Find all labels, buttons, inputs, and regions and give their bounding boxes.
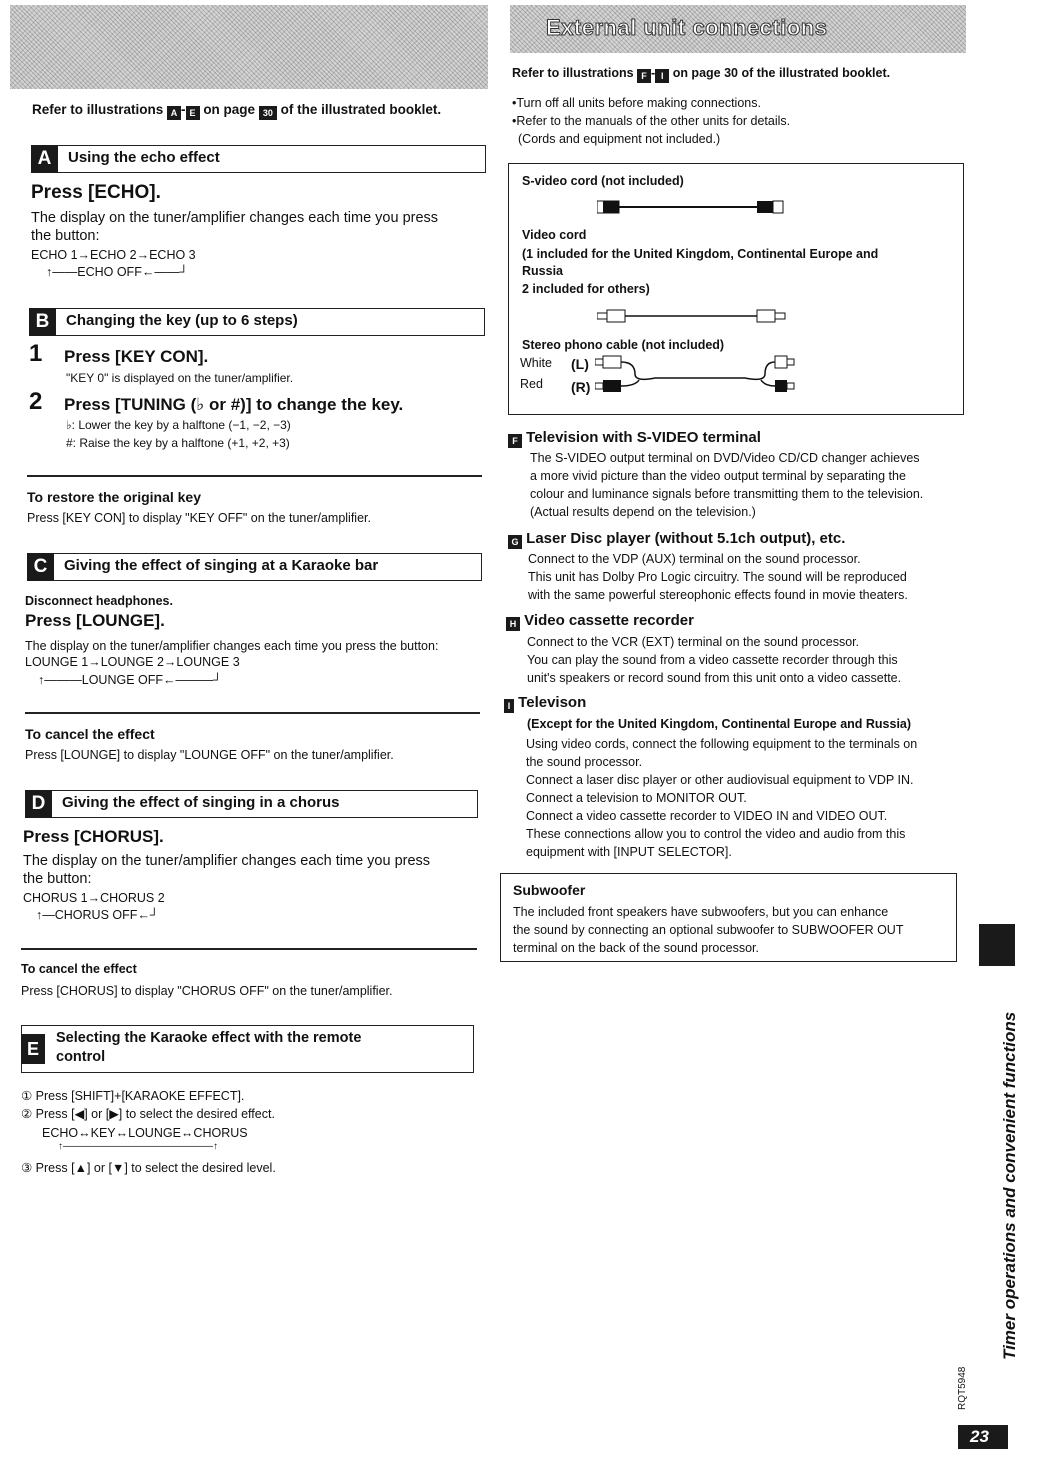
section-a-title: Using the echo effect	[68, 149, 220, 166]
cables-box	[508, 163, 964, 415]
tag-i-icon: I	[504, 699, 514, 713]
section-d-header: D Giving the effect of singing in a chorus	[25, 790, 478, 818]
side-section-label: Timer operations and convenient functions	[1000, 1011, 1019, 1360]
lounge-cycle-1: LOUNGE 1→LOUNGE 2→LOUNGE 3	[25, 655, 240, 669]
chorus-desc-2: the button:	[23, 871, 92, 887]
svideo-cord-icon	[597, 198, 787, 216]
section-a-header: A Using the echo effect	[31, 145, 486, 173]
right-channel-label: (R)	[571, 379, 591, 395]
remote-cycle-1: ECHO↔KEY↔LOUNGE↔CHORUS	[42, 1126, 248, 1140]
press-echo: Press [ECHO].	[31, 182, 161, 203]
flat-line: ♭: Lower the key by a halftone (−1, −2, −3)	[66, 418, 291, 432]
section-g-body: Connect to the VDP (AUX) terminal on the sound processor. This unit has Dolby Pro Logic circuitry. The sound will be reproduced with the same powerful stereophonic effects found in movie theaters.	[528, 552, 908, 602]
chorus-cancel-text: Press [CHORUS] to display "CHORUS OFF" on the tuner/amplifier.	[21, 984, 393, 998]
divider-c	[25, 712, 480, 714]
range-icon-i: I	[655, 69, 669, 83]
restore-text: Press [KEY CON] to display "KEY OFF" on the tuner/amplifier.	[27, 511, 371, 525]
tag-g-icon: G	[508, 535, 522, 549]
step-1-number: 1	[29, 340, 43, 367]
stereo-phono-cable-icon	[595, 354, 795, 398]
restore-title: To restore the original key	[27, 489, 202, 505]
page-number: 23	[958, 1425, 1008, 1449]
lounge-cancel-text: Press [LOUNGE] to display "LOUNGE OFF" on the tuner/amplifier.	[25, 748, 394, 762]
section-f-heading: F Television with S-VIDEO terminal	[508, 429, 761, 448]
section-f-body: The S-VIDEO output terminal on DVD/Video CD/CD changer achieves a more vivid picture than the video output terminal by separating the colour and luminance signals before transmitting them to the television. (Actual results depend on the television.)	[530, 451, 924, 519]
video-cord-title: Video cord	[522, 228, 587, 242]
divider-b	[27, 475, 482, 477]
step-1-text: Press [KEY CON].	[64, 347, 209, 366]
sharp-line: #: Raise the key by a halftone (+1, +2, +3)	[66, 436, 290, 450]
echo-desc-1: The display on the tuner/amplifier changes each time you press	[31, 210, 439, 226]
section-d-title: Giving the effect of singing in a chorus	[62, 794, 340, 811]
phono-cable-title: Stereo phono cable (not included)	[522, 338, 725, 352]
section-e-title-2: control	[56, 1049, 106, 1065]
section-c-title: Giving the effect of singing at a Karaoke bar	[64, 557, 379, 574]
section-c-header: C Giving the effect of singing at a Karaoke bar	[27, 553, 482, 581]
subwoofer-line-1: The included front speakers have subwoofers, but you can enhance	[513, 905, 889, 919]
press-chorus: Press [CHORUS].	[23, 827, 164, 846]
right-refer-line: Refer to illustrations F - I on page 30 of the illustrated booklet.	[512, 66, 891, 81]
video-cord-line-2: Russia	[522, 264, 563, 278]
step-2-number: 2	[29, 388, 43, 415]
range-icon-a: A	[167, 106, 181, 120]
divider-d	[21, 948, 477, 950]
section-b-title: Changing the key (up to 6 steps)	[66, 312, 298, 329]
range-icon-f: F	[637, 69, 651, 83]
subwoofer-line-2: the sound by connecting an optional subwoofer to SUBWOOFER OUT	[513, 923, 904, 937]
bullet-3: (Cords and equipment not included.)	[518, 132, 721, 146]
banner-title: External unit connections	[546, 15, 828, 40]
lounge-cancel-title: To cancel the effect	[25, 726, 155, 742]
section-e-title-1: Selecting the Karaoke effect with the remote	[56, 1030, 362, 1046]
subwoofer-title: Subwoofer	[513, 882, 586, 898]
bullet-1: •Turn off all units before making connections.	[512, 96, 761, 110]
left-refer-line: Refer to illustrations A - E on page 30 of the illustrated booklet.	[32, 102, 442, 118]
page-ref-icon: 30	[259, 106, 277, 120]
video-cord-line-3: 2 included for others)	[522, 282, 650, 296]
red-label: Red	[520, 377, 543, 391]
white-label: White	[520, 356, 552, 370]
subwoofer-box	[500, 873, 957, 962]
echo-desc-2: the button:	[31, 228, 100, 244]
remote-step-1: ① Press [SHIFT]+[KARAOKE EFFECT].	[21, 1089, 245, 1103]
section-e-header: E Selecting the Karaoke effect with the remote control	[21, 1025, 474, 1073]
section-i-body: Using video cords, connect the following equipment to the terminals on the sound processor. Connect a laser disc player or other audiovisual equipment to VDP IN. Connect a television to MONITOR OUT. Connect a video cassette recorder to VIDEO IN and VIDEO OUT. These connections allow you to control the video and audio from this equipment with [INPUT SELECTOR].	[526, 737, 918, 859]
chorus-cycle-1: CHORUS 1→CHORUS 2	[23, 891, 165, 905]
side-tab-marker	[979, 924, 1015, 966]
section-i-subtitle: (Except for the United Kingdom, Continental Europe and Russia)	[527, 717, 912, 731]
subwoofer-line-3: terminal on the back of the sound processor.	[513, 941, 759, 955]
step-2-text: Press [TUNING (♭ or #)] to change the key.	[64, 395, 404, 414]
range-icon-e: E	[186, 106, 200, 120]
press-lounge: Press [LOUNGE].	[25, 611, 165, 630]
tag-h-icon: H	[506, 617, 520, 631]
chorus-desc-1: The display on the tuner/amplifier changes each time you press	[23, 853, 431, 869]
left-channel-label: (L)	[571, 356, 589, 372]
section-h-body: Connect to the VCR (EXT) terminal on the sound processor. You can play the sound from a video cassette recorder through this unit's speakers or record sound from this unit onto a video cassette.	[527, 635, 902, 685]
doc-code: RQT5948	[957, 1366, 968, 1410]
echo-cycle-1: ECHO 1→ECHO 2→ECHO 3	[31, 248, 196, 262]
video-cord-icon	[597, 308, 787, 324]
section-i-heading: I Televison	[504, 694, 586, 713]
remote-step-2: ② Press [◀] or [▶] to select the desired effect.	[21, 1107, 275, 1121]
video-cord-line-1: (1 included for the United Kingdom, Continental Europe and	[522, 247, 879, 261]
remote-step-3: ③ Press [▲] or [▼] to select the desired level.	[21, 1161, 276, 1175]
bullet-2: •Refer to the manuals of the other units for details.	[512, 114, 791, 128]
lounge-cycle-2: ↑———LOUNGE OFF←———┘	[38, 673, 222, 687]
section-h-heading: H Video cassette recorder	[506, 612, 694, 631]
chorus-cancel-title: To cancel the effect	[21, 962, 137, 976]
svideo-title: S-video cord (not included)	[522, 174, 684, 188]
section-b-header: B Changing the key (up to 6 steps)	[29, 308, 485, 336]
section-g-heading: G Laser Disc player (without 5.1ch output), etc.	[508, 530, 845, 549]
tag-f-icon: F	[508, 434, 522, 448]
left-banner	[10, 5, 488, 89]
chorus-cycle-2: ↑—CHORUS OFF←┘	[36, 908, 159, 922]
disconnect-headphones: Disconnect headphones.	[25, 594, 173, 608]
step-1-note: "KEY 0" is displayed on the tuner/amplifier.	[66, 371, 294, 385]
remote-cycle-2: ↑———————————————↑	[58, 1141, 218, 1152]
right-banner	[510, 5, 966, 53]
lounge-desc: The display on the tuner/amplifier changes each time you press the button:	[25, 639, 439, 653]
echo-cycle-2: ↑——ECHO OFF←——┘	[46, 265, 189, 279]
